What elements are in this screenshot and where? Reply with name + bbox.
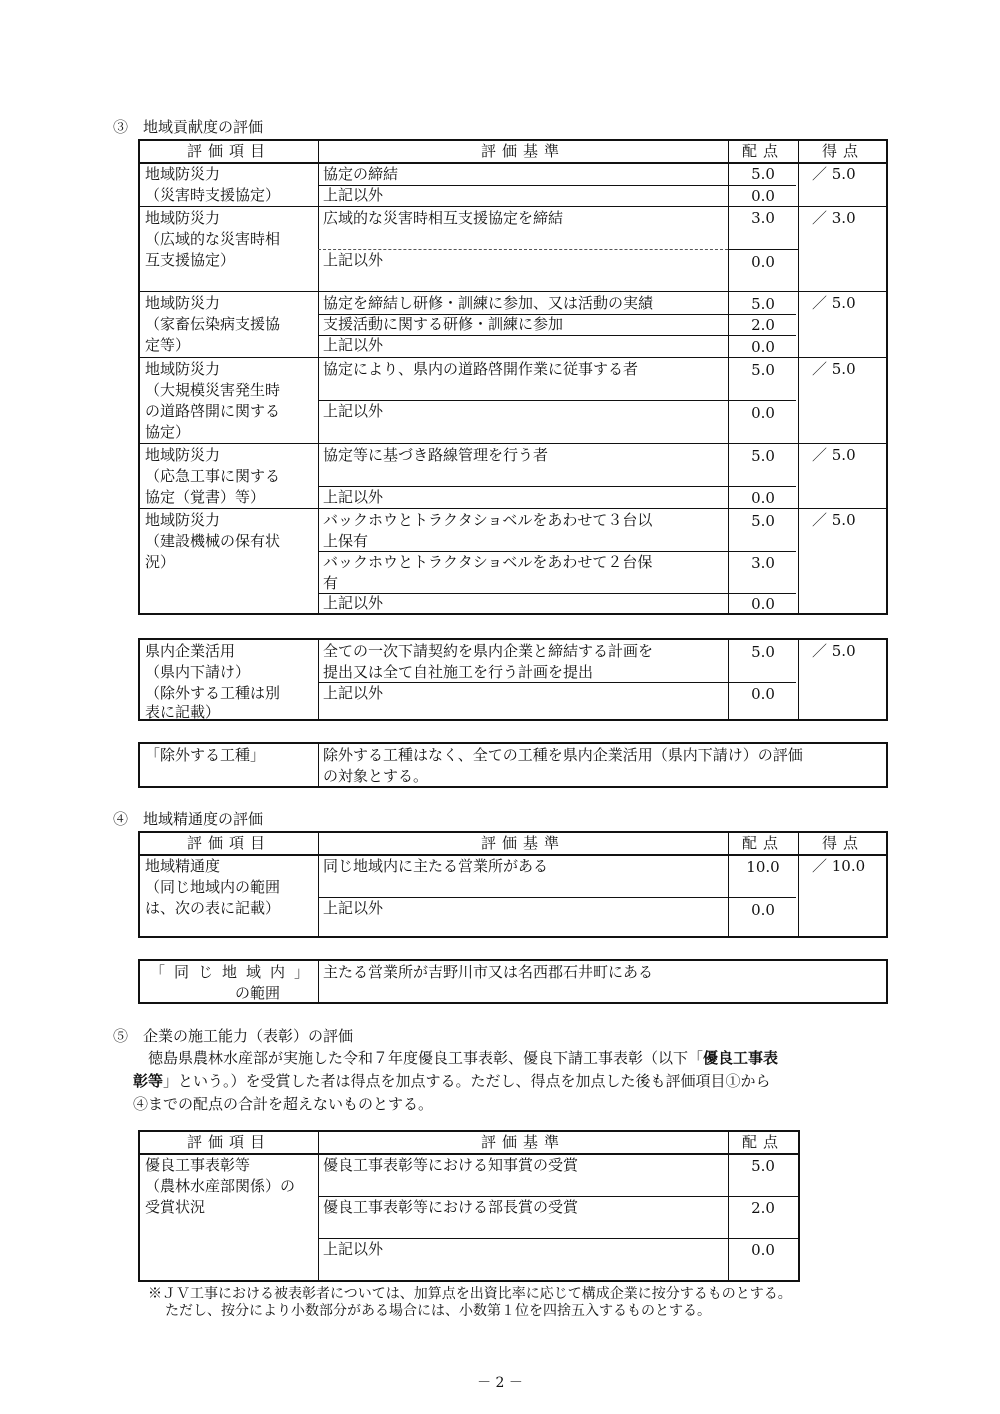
criteria-text: 有 (323, 574, 339, 592)
paragraph-text: 」という。）を受賞した者は得点を加点する。ただし、得点を加点した後も評価項目①から (163, 1072, 771, 1090)
item-label: 互支援協定） (145, 251, 236, 269)
points-value: 5.0 (751, 643, 775, 661)
criteria-text: 優良工事表彰等における部長賞の受賞 (323, 1198, 579, 1216)
criteria-text: 協定の締結 (323, 165, 399, 183)
item-label: （農林水産部関係）の (145, 1177, 296, 1195)
score-value: ／ 3.0 (812, 209, 856, 227)
paragraph-bold: 彰等 (133, 1072, 164, 1090)
criteria-text: 上記以外 (323, 684, 384, 702)
criteria-text: 支援活動に関する研修・訓練に参加 (323, 315, 564, 333)
score-value: ／ 5.0 (812, 165, 856, 183)
row-rule (318, 897, 796, 898)
item-label: （建設機械の保有状 (145, 532, 281, 550)
group-rule (140, 443, 886, 444)
row-rule (318, 1238, 798, 1239)
criteria-text: 上記以外 (323, 251, 384, 269)
header-item: 評価項目 (186, 834, 271, 852)
excluded-label: 「除外する工種」 (145, 746, 266, 764)
points-value: 2.0 (751, 1199, 775, 1217)
item-label: 優良工事表彰等 (145, 1156, 251, 1174)
item-label: 地域防災力 (145, 511, 221, 529)
section4-heading: ④ 地域精通度の評価 (113, 810, 264, 828)
item-label: 県内企業活用 (145, 642, 236, 660)
item-label: （同じ地域内の範囲 (145, 878, 281, 896)
item-label: 受賞状況 (145, 1198, 206, 1216)
paragraph-line (148, 1047, 778, 1070)
jv-note: ※ＪＶ工事における被表彰者については、加算点を出資比率に応じて構成企業に按分するものとする。 (148, 1286, 792, 1302)
criteria-text: 上記以外 (323, 186, 384, 204)
item-label: （広域的な災害時相 (145, 230, 281, 248)
item-label: 協定） (145, 423, 191, 441)
points-value: 2.0 (751, 316, 775, 334)
points-value: 5.0 (751, 1157, 775, 1175)
criteria-text: 上記以外 (323, 488, 384, 506)
score-value: ／ 5.0 (812, 360, 856, 378)
item-label: （応急工事に関する (145, 467, 281, 485)
points-value: 0.0 (751, 404, 775, 422)
section3-heading: ③ 地域貢献度の評価 (113, 118, 264, 136)
header-item: 評価項目 (186, 1133, 271, 1151)
row-rule (728, 249, 798, 250)
criteria-text: 上記以外 (323, 594, 384, 612)
criteria-text: 上記以外 (323, 1240, 384, 1258)
points-value: 5.0 (751, 361, 775, 379)
header-score: 得点 (821, 142, 864, 160)
local-company-table (138, 638, 888, 721)
criteria-text: 協定等に基づき路線管理を行う者 (323, 446, 549, 464)
row-rule (318, 682, 796, 683)
criteria-text: 協定により、県内の道路啓開作業に従事する者 (323, 360, 639, 378)
item-label: （家畜伝染病支援協 (145, 315, 281, 333)
criteria-text: 上保有 (323, 532, 369, 550)
item-label: の道路啓開に関する (145, 402, 281, 420)
excluded-types-table (138, 742, 888, 788)
award-table (138, 1130, 800, 1282)
header-score: 得点 (821, 834, 864, 852)
points-value: 10.0 (746, 858, 780, 876)
score-value: ／ 5.0 (812, 511, 856, 529)
item-label: （除外する工種は別 (145, 684, 281, 702)
page-number: － 2 － (477, 1375, 523, 1391)
points-value: 5.0 (751, 165, 775, 183)
header-points: 配点 (741, 142, 784, 160)
score-value: ／ 5.0 (812, 294, 856, 312)
item-label: （県内下請け） (145, 663, 251, 681)
score-value: ／ 5.0 (812, 642, 856, 660)
section5-heading: ⑤ 企業の施工能力（表彰）の評価 (113, 1027, 354, 1045)
row-rule (318, 593, 796, 594)
header-criteria: 評価基準 (480, 1133, 565, 1151)
criteria-text: 上記以外 (323, 402, 384, 420)
item-label: 表に記載） (145, 703, 221, 721)
item-label: 地域精通度 (145, 857, 221, 875)
col-divider (318, 640, 319, 719)
paragraph-line: ④までの配点の合計を超えないものとする。 (133, 1095, 434, 1113)
group-rule (140, 206, 886, 207)
col-divider (318, 744, 319, 786)
item-label: 地域防災力 (145, 165, 221, 183)
points-value: 0.0 (751, 187, 775, 205)
criteria-text: 同じ地域内に主たる営業所がある (323, 857, 549, 875)
item-label: 況） (145, 553, 176, 571)
criteria-text: 上記以外 (323, 336, 384, 354)
range-label: の範囲 (235, 984, 281, 1002)
points-value: 0.0 (751, 338, 775, 356)
criteria-text: 提出又は全て自社施工を行う計画を提出 (323, 663, 594, 681)
paragraph-bold: 優良工事表 (703, 1049, 779, 1067)
header-criteria: 評価基準 (480, 834, 565, 852)
group-rule (140, 508, 886, 509)
header-criteria: 評価基準 (480, 142, 565, 160)
paragraph-text: 徳島県農林水産部が実施した令和７年度優良工事表彰、優良下請工事表彰（以下「 (148, 1049, 704, 1067)
row-rule (318, 486, 796, 487)
criteria-text: 広域的な災害時相互支援協定を締結 (323, 209, 564, 227)
points-value: 0.0 (751, 685, 775, 703)
rounding-note: ただし、按分により小数部分がある場合には、小数第１位を四捨五入するものとする。 (165, 1303, 711, 1319)
criteria-text: バックホウとトラクタショベルをあわせて３台以 (323, 511, 653, 529)
header-points: 配点 (741, 834, 784, 852)
item-label: （災害時支援協定） (145, 186, 281, 204)
paragraph-line (133, 1070, 771, 1093)
col-divider (798, 141, 799, 613)
col-divider (798, 640, 799, 719)
score-value: ／ 5.0 (812, 446, 856, 464)
points-value: 0.0 (751, 253, 775, 271)
item-label: （大規模災害発生時 (145, 381, 281, 399)
item-label: は、次の表に記載） (145, 899, 281, 917)
criteria-text: 全ての一次下請契約を県内企業と締結する計画を (323, 642, 654, 660)
points-value: 5.0 (751, 295, 775, 313)
points-value: 3.0 (751, 209, 775, 227)
range-text: 主たる営業所が吉野川市又は名西郡石井町にある (323, 963, 654, 981)
excluded-text: の対象とする。 (323, 767, 429, 785)
header-points: 配点 (741, 1133, 784, 1151)
regional-contribution-table (138, 139, 888, 615)
points-value: 0.0 (751, 489, 775, 507)
points-value: 3.0 (751, 554, 775, 572)
points-value: 0.0 (751, 901, 775, 919)
points-value: 0.0 (751, 595, 775, 613)
col-divider (318, 961, 319, 1002)
row-rule (318, 400, 796, 401)
criteria-text: 協定を締結し研修・訓練に参加、又は活動の実績 (323, 294, 654, 312)
criteria-text: バックホウとトラクタショベルをあわせて２台保 (323, 553, 653, 571)
points-value: 5.0 (751, 447, 775, 465)
item-label: 定等） (145, 336, 191, 354)
points-value: 0.0 (751, 1241, 775, 1259)
item-label: 地域防災力 (145, 446, 221, 464)
criteria-text: 上記以外 (323, 899, 384, 917)
group-rule (140, 291, 886, 292)
criteria-text: 優良工事表彰等における知事賞の受賞 (323, 1156, 579, 1174)
item-label: 協定（覚書）等） (145, 488, 266, 506)
area-range-table (138, 959, 888, 1004)
excluded-text: 除外する工種はなく、全ての工種を県内企業活用（県内下請け）の評価 (323, 746, 803, 764)
score-value: ／ 10.0 (812, 857, 866, 875)
points-value: 5.0 (751, 512, 775, 530)
row-rule (318, 335, 796, 336)
row-rule (318, 185, 796, 186)
item-label: 地域防災力 (145, 294, 221, 312)
item-label: 地域防災力 (145, 209, 221, 227)
item-label: 地域防災力 (145, 360, 221, 378)
header-item: 評価項目 (186, 142, 271, 160)
col-divider (318, 141, 319, 613)
range-label: 「同じ地域内」 (150, 963, 319, 981)
group-rule (140, 357, 886, 358)
regional-knowledge-table (138, 831, 888, 938)
